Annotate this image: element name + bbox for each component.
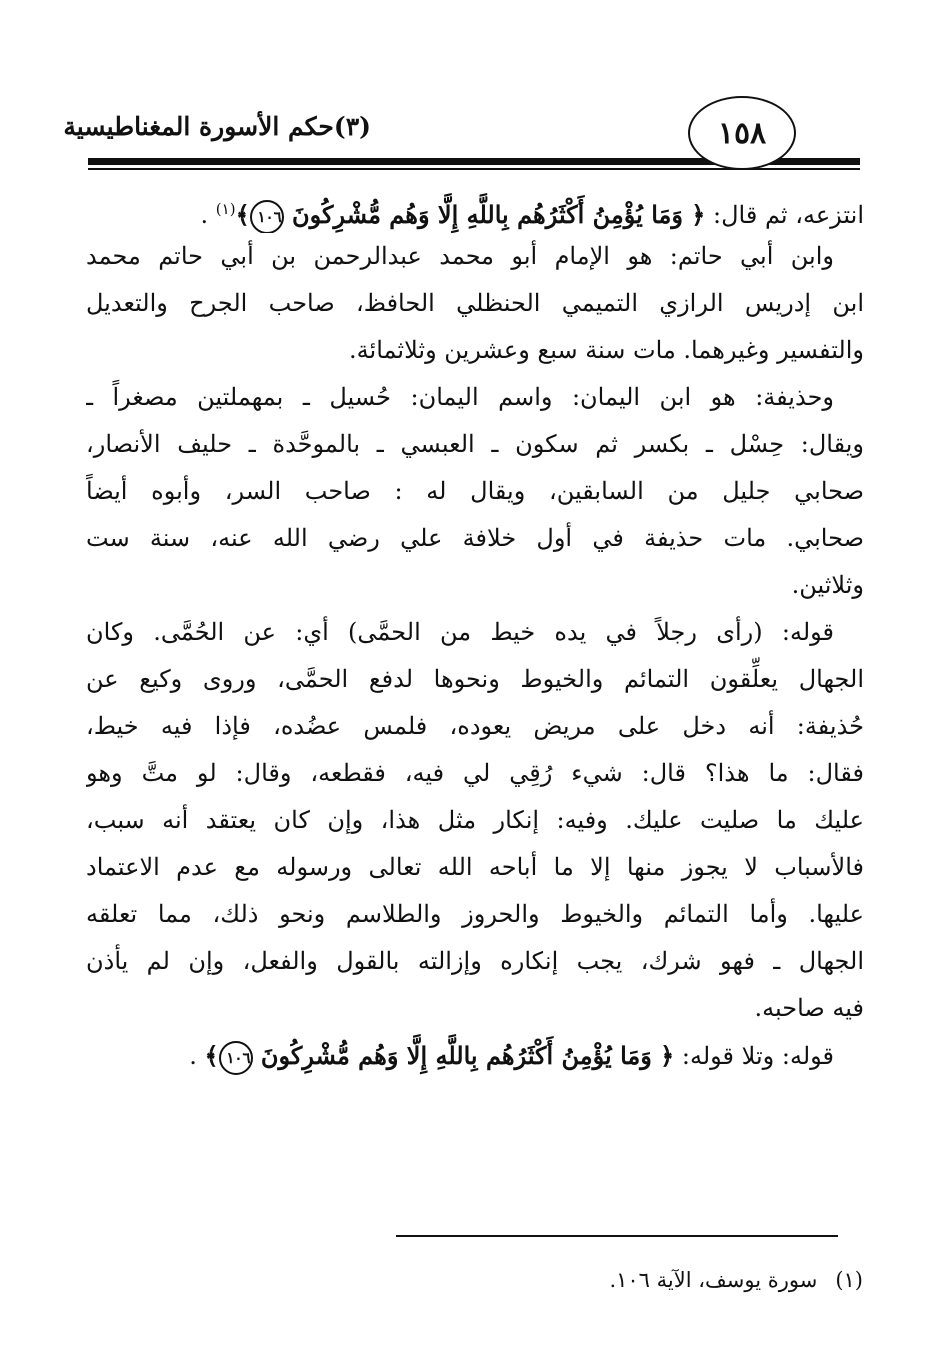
text-line-8: صحابي. مات حذيفة في أول خلافة علي رضي الله عنه، سنة ست (86, 524, 864, 552)
footnote-separator (396, 1235, 838, 1237)
running-title: (٣)حكم الأسورة المغناطيسية (63, 112, 371, 141)
text-line-2: وابن أبي حاتم: هو الإمام أبو محمد عبدالرحمن بن أبي حاتم محمد (86, 242, 834, 270)
footnote-reference: (١) (215, 200, 236, 218)
page-number: ١٥٨ (688, 96, 796, 170)
text-line-4: والتفسير وغيرهما. مات سنة سبع وعشرين وثلاثمائة. (349, 336, 864, 364)
text-line-5: وحذيفة: هو ابن اليمان: واسم اليمان: حُسيل ـ بمهملتين مصغراً ـ (86, 383, 834, 411)
text-segment: انتزعه، ثم قال: (705, 201, 864, 229)
text-line-11: الجهال يعلِّقون التمائم والخيوط ونحوها لدفع الحمَّى، وروى وكيع عن (86, 665, 864, 693)
text-line-9: وثلاثين. (791, 571, 864, 599)
text-line-16: عليها. وأما التمائم والخيوط والحروز والطلاسم ونحو ذلك، مما تعلقه (86, 900, 864, 928)
text-line-19 (86, 1032, 864, 1079)
text-line-6: ويقال: حِسْل ـ بكسر ثم سكون ـ العبسي ـ بالموحَّدة ـ حليف الأنصار، (86, 430, 864, 458)
text-line-17: الجهال ـ فهو شرك، يجب إنكاره وإزالته بالقول والفعل، وإن لم يأذن (86, 947, 864, 975)
footnote-marker: (١) (835, 1268, 863, 1292)
ayah-number-ornament: ١٠٦ (250, 200, 284, 234)
text-line-15: فالأسباب لا يجوز منها إلا ما أباحه الله تعالى ورسوله مع عدم الاعتماد (86, 853, 864, 881)
verse-close-bracket: ﴾ (204, 1041, 219, 1070)
ayah-number-ornament: ١٠٦ (219, 1041, 253, 1075)
verse-close-bracket: ﴾ (235, 200, 250, 229)
text-line-10: قوله: (رأى رجلاً في يده خيط من الحمَّى) أي: عن الحُمَّى. وكان (86, 618, 834, 646)
text-line-13: فقال: ما هذا؟ قال: شيء رُقِي لي فيه، فقطعه، وقال: لو متَّ وهو (86, 759, 864, 787)
text-line-7: صحابي جليل من السابقين، ويقال له : صاحب السر، وأبوه أيضاً (86, 477, 864, 505)
quran-verse (236, 200, 706, 229)
text-line-14: عليك ما صليت عليك. وفيه: إنكار مثل هذا، وإن كان يعتقد أنه سبب، (86, 806, 864, 834)
verse-text: ﴿ وَمَا يُؤْمِنُ أَكْثَرُهُم بِاللَّهِ إِلَّا وَهُم مُّشْرِكُونَ (252, 1041, 675, 1070)
text-line-18: فيه صاحبه. (754, 994, 864, 1022)
footnote (609, 1268, 863, 1292)
text-line-12: حُذيفة: أنه دخل على مريض يعوده، فلمس عضُده، فإذا فيه خيط، (86, 712, 864, 740)
text-segment: . (200, 201, 216, 229)
quran-verse (204, 1041, 674, 1070)
text-segment: قوله: وتلا قوله: (674, 1042, 834, 1070)
text-line-3: ابن إدريس الرازي التميمي الحنظلي الحافظ، صاحب الجرح والتعديل (86, 289, 864, 317)
text-segment: . (189, 1042, 205, 1070)
text-line-1 (86, 186, 864, 233)
footnote-text: سورة يوسف، الآية ١٠٦. (609, 1268, 818, 1292)
verse-text: ﴿ وَمَا يُؤْمِنُ أَكْثَرُهُم بِاللَّهِ إِلَّا وَهُم مُّشْرِكُونَ (283, 200, 706, 229)
body-text (86, 186, 864, 1079)
